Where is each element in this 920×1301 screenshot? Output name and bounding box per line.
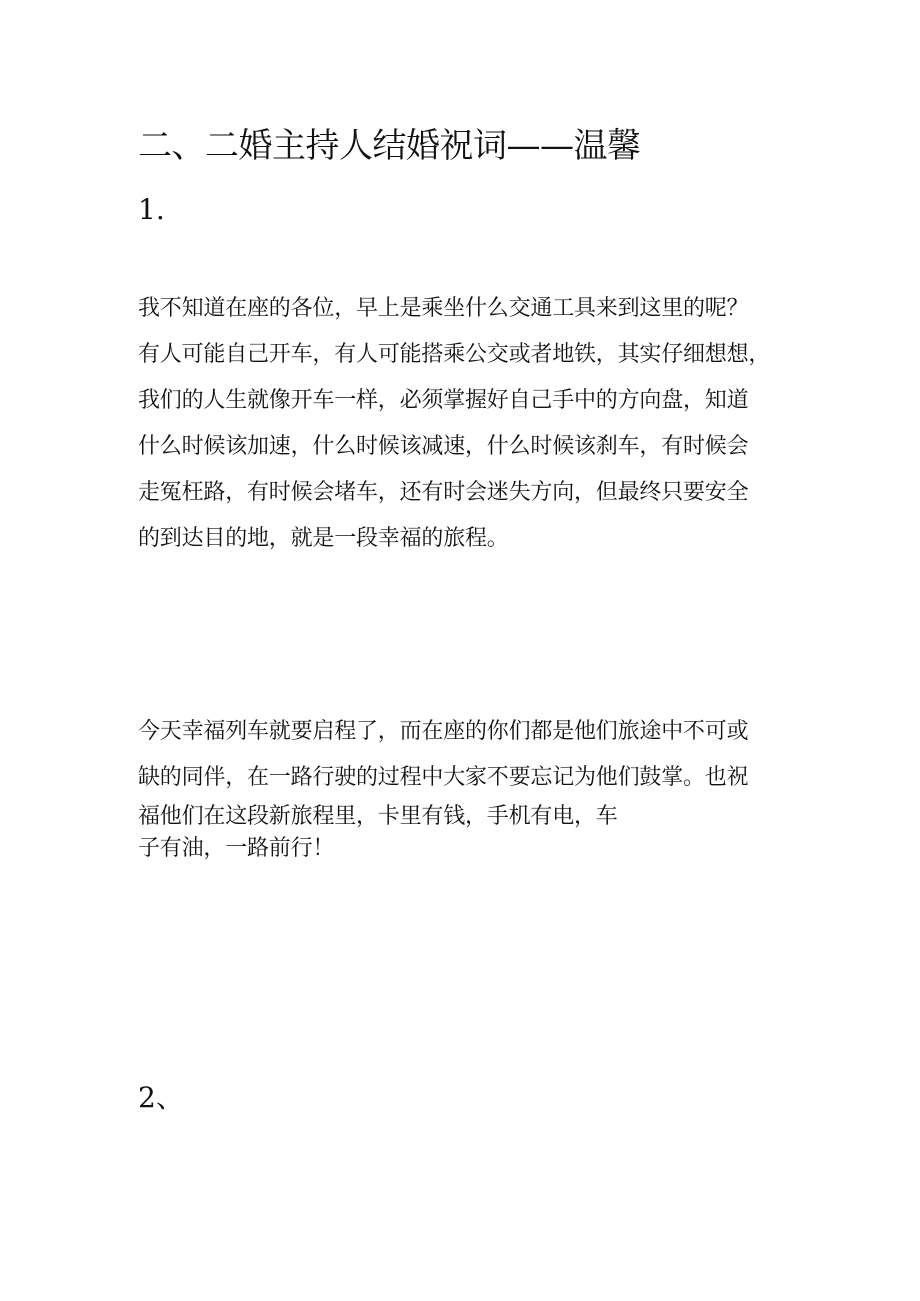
document-title: 二、二婚主持人结婚祝词——温馨 [138, 125, 641, 166]
paragraph-line: 什么时候该加速，什么时候该减速，什么时候该刹车，有时候会 [138, 434, 749, 459]
paragraph-2 [138, 709, 798, 865]
section-number-2: 2、 [138, 1081, 184, 1114]
paragraph-line: 我不知道在座的各位，早上是乘坐什么交通工具来到这里的呢？ [138, 296, 749, 321]
paragraph-line: 的到达目的地，就是一段幸福的旅程。 [138, 526, 509, 551]
paragraph-line: 我们的人生就像开车一样，必须掌握好自己手中的方向盘，知道 [138, 388, 749, 413]
paragraph-line: 子有油，一路前行！ [138, 836, 335, 861]
paragraph-line: 今天幸福列车就要启程了，而在座的你们都是他们旅途中不可或 [138, 719, 749, 744]
paragraph-line: 福他们在这段新旅程里，卡里有钱，手机有电，车 [138, 804, 618, 829]
paragraph-line: 走冤枉路，有时候会堵车，还有时会迷失方向，但最终只要安全 [138, 480, 749, 505]
section-number-1: 1. [138, 193, 165, 226]
paragraph-line: 缺的同伴，在一路行驶的过程中大家不要忘记为他们鼓掌。也祝 [138, 765, 749, 790]
paragraph-line: 有人可能自己开车，有人可能搭乘公交或者地铁，其实仔细想想， [138, 342, 771, 367]
paragraph-1 [138, 286, 798, 562]
